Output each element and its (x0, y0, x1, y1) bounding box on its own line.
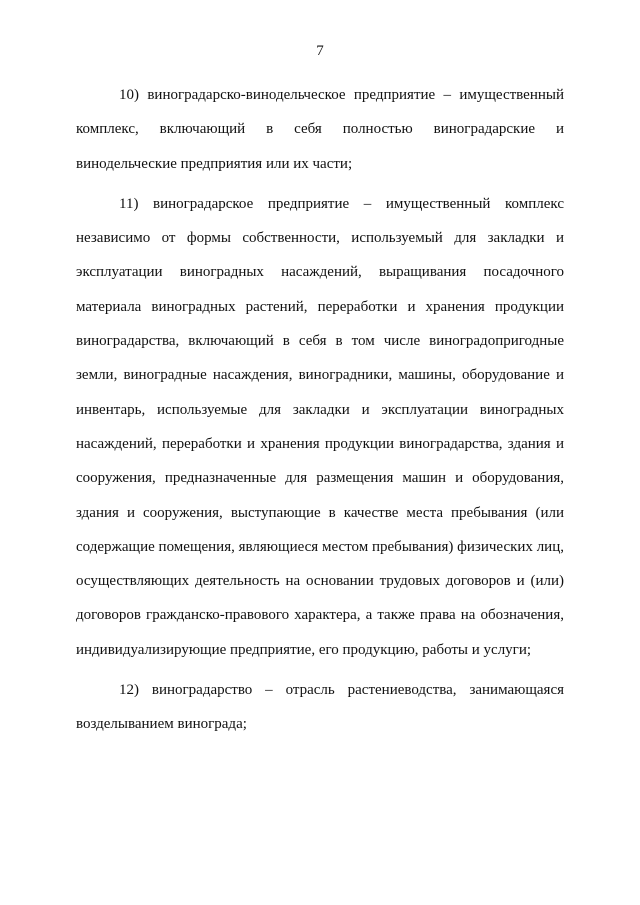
paragraph-item-12: 12) виноградарство – отрасль растениеводства, занимающаяся возделыванием винограда; (76, 682, 564, 733)
body-text (76, 78, 564, 742)
paragraph-item-10: 10) виноградарско-винодельческое предприятие – имущественный комплекс, включающий в себя полностью виноградарские и винодельческие предприятия или их части; (76, 87, 564, 172)
page-number: 7 (316, 43, 324, 59)
paragraph-item-11: 11) виноградарское предприятие – имущественный комплекс независимо от формы собственности, используемый для закладки и эксплуатации виноградных насаждений, выращивания посадочного материала виноградных растений, переработки и хранения продукции виноградарства, включающий в себя в том числе виноградопригодные земли, виноградные насаждения, виноградники, машины, оборудование и инвентарь, используемые для закладки и эксплуатации виноградных насаждений, переработки и хранения продукции виноградарства, здания и сооружения, предназначенные для размещения машин и оборудования, здания и сооружения, выступающие в качестве места пребывания (или содержащие помещения, являющиеся местом пребывания) физических лиц, осуществляющих деятельность на основании трудовых договоров и (или) договоров гражданско-правового характера, а также права на обозначения, индивидуализирующие предприятие, его продукцию, работы и услуги; (76, 195, 564, 658)
